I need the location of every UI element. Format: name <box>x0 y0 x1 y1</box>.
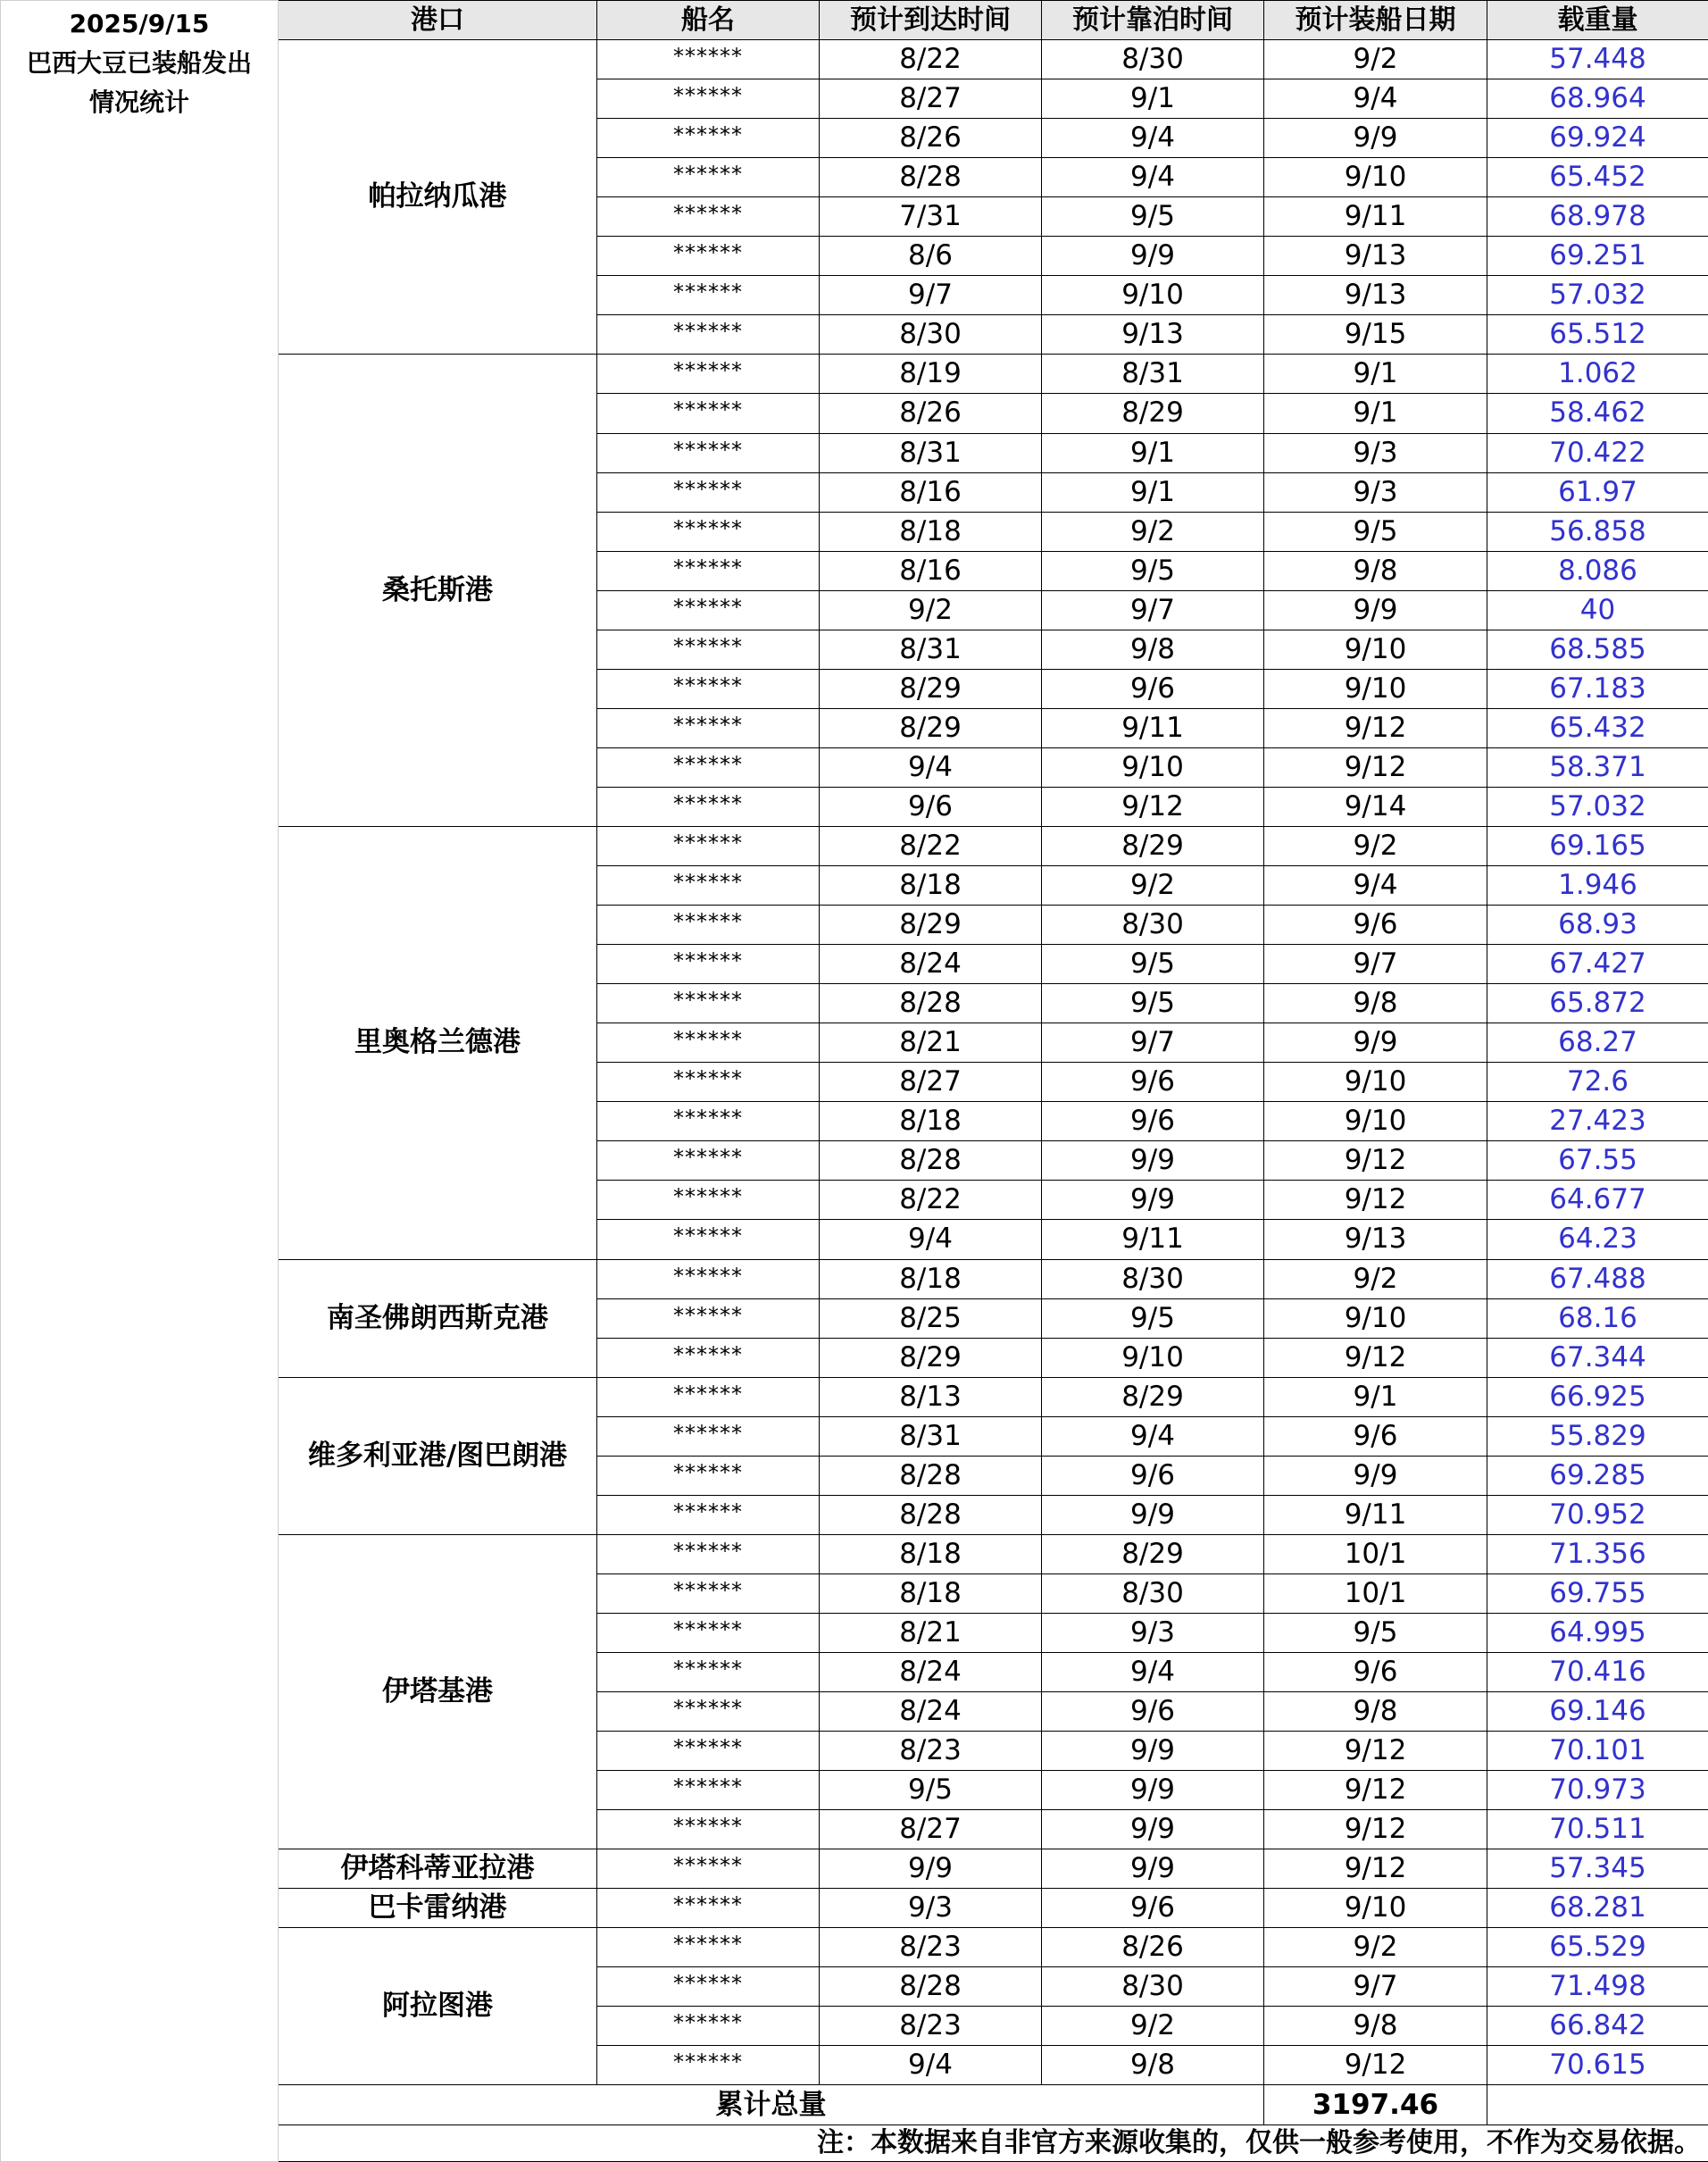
eta-cell: 8/26 <box>820 394 1042 433</box>
ship-name-cell: ****** <box>597 1967 820 2007</box>
ship-name-cell: ****** <box>597 158 820 197</box>
eta-cell: 8/27 <box>820 1063 1042 1102</box>
eta-cell: 8/31 <box>820 1416 1042 1456</box>
berth-time-cell: 9/2 <box>1042 866 1264 906</box>
weight-cell: 57.032 <box>1487 276 1708 315</box>
eta-cell: 8/16 <box>820 472 1042 512</box>
ship-name-cell: ****** <box>597 1534 820 1574</box>
berth-time-cell: 8/30 <box>1042 1967 1264 2007</box>
berth-time-cell: 9/11 <box>1042 708 1264 747</box>
ship-name-cell: ****** <box>597 590 820 630</box>
ship-name-cell: ****** <box>597 1495 820 1534</box>
weight-cell: 69.755 <box>1487 1574 1708 1613</box>
weight-cell: 70.422 <box>1487 433 1708 472</box>
weight-cell: 68.93 <box>1487 906 1708 945</box>
ship-name-cell: ****** <box>597 276 820 315</box>
load-date-cell: 9/9 <box>1264 590 1487 630</box>
eta-cell: 8/18 <box>820 1259 1042 1298</box>
berth-time-cell: 9/9 <box>1042 237 1264 276</box>
weight-cell: 55.829 <box>1487 1416 1708 1456</box>
ship-name-cell: ****** <box>597 237 820 276</box>
header-port: 港口 <box>279 1 597 40</box>
weight-cell: 71.356 <box>1487 1534 1708 1574</box>
weight-cell: 69.251 <box>1487 237 1708 276</box>
weight-cell: 66.842 <box>1487 2007 1708 2046</box>
eta-cell: 8/18 <box>820 512 1042 551</box>
berth-time-cell: 9/9 <box>1042 1141 1264 1181</box>
ship-name-cell: ****** <box>597 315 820 355</box>
load-date-cell: 9/5 <box>1264 1613 1487 1652</box>
load-date-cell: 9/10 <box>1264 1298 1487 1338</box>
ship-name-cell: ****** <box>597 1259 820 1298</box>
eta-cell: 8/22 <box>820 40 1042 79</box>
berth-time-cell: 9/12 <box>1042 787 1264 826</box>
ship-name-cell: ****** <box>597 1732 820 1771</box>
load-date-cell: 9/11 <box>1264 197 1487 237</box>
load-date-cell: 9/10 <box>1264 1102 1487 1141</box>
header-load-date: 预计装船日期 <box>1264 1 1487 40</box>
eta-cell: 9/7 <box>820 276 1042 315</box>
ship-name-cell: ****** <box>597 1771 820 1810</box>
load-date-cell: 9/15 <box>1264 315 1487 355</box>
berth-time-cell: 9/8 <box>1042 2046 1264 2085</box>
port-name: 阿拉图港 <box>279 1928 597 2085</box>
ship-name-cell: ****** <box>597 1692 820 1732</box>
berth-time-cell: 9/1 <box>1042 433 1264 472</box>
load-date-cell: 9/3 <box>1264 433 1487 472</box>
berth-time-cell: 9/2 <box>1042 512 1264 551</box>
header-weight: 载重量 <box>1487 1 1708 40</box>
load-date-cell: 9/10 <box>1264 158 1487 197</box>
eta-cell: 8/31 <box>820 630 1042 669</box>
eta-cell: 9/4 <box>820 2046 1042 2085</box>
total-value: 3197.46 <box>1264 2085 1487 2124</box>
load-date-cell: 9/9 <box>1264 1023 1487 1063</box>
eta-cell: 8/6 <box>820 237 1042 276</box>
ship-name-cell: ****** <box>597 1377 820 1416</box>
weight-cell: 67.488 <box>1487 1259 1708 1298</box>
load-date-cell: 9/8 <box>1264 2007 1487 2046</box>
berth-time-cell: 9/5 <box>1042 1298 1264 1338</box>
ship-name-cell: ****** <box>597 2046 820 2085</box>
ship-name-cell: ****** <box>597 551 820 590</box>
port-name: 维多利亚港/图巴朗港 <box>279 1377 597 1534</box>
ship-name-cell: ****** <box>597 984 820 1023</box>
eta-cell: 8/25 <box>820 1298 1042 1338</box>
berth-time-cell: 9/11 <box>1042 1220 1264 1259</box>
load-date-cell: 9/1 <box>1264 1377 1487 1416</box>
load-date-cell: 9/6 <box>1264 906 1487 945</box>
weight-cell: 70.416 <box>1487 1652 1708 1691</box>
eta-cell: 8/26 <box>820 119 1042 158</box>
total-label: 累计总量 <box>279 2085 1264 2124</box>
weight-cell: 69.165 <box>1487 826 1708 865</box>
header-berth-time: 预计靠泊时间 <box>1042 1 1264 40</box>
weight-cell: 70.615 <box>1487 2046 1708 2085</box>
weight-cell: 67.183 <box>1487 669 1708 708</box>
load-date-cell: 9/8 <box>1264 1692 1487 1732</box>
berth-time-cell: 8/30 <box>1042 1574 1264 1613</box>
load-date-cell: 9/12 <box>1264 1338 1487 1377</box>
ship-name-cell: ****** <box>597 512 820 551</box>
eta-cell: 8/28 <box>820 1495 1042 1534</box>
weight-cell: 56.858 <box>1487 512 1708 551</box>
weight-cell: 72.6 <box>1487 1063 1708 1102</box>
report-title-line2: 情况统计 <box>88 88 189 117</box>
eta-cell: 8/27 <box>820 1810 1042 1849</box>
port-name: 伊塔科蒂亚拉港 <box>279 1849 597 1889</box>
eta-cell: 9/9 <box>820 1849 1042 1889</box>
eta-cell: 8/28 <box>820 984 1042 1023</box>
eta-cell: 8/18 <box>820 1534 1042 1574</box>
ship-name-cell: ****** <box>597 1102 820 1141</box>
berth-time-cell: 9/4 <box>1042 1652 1264 1691</box>
port-name: 巴卡雷纳港 <box>279 1889 597 1928</box>
eta-cell: 8/28 <box>820 1141 1042 1181</box>
berth-time-cell: 9/8 <box>1042 630 1264 669</box>
eta-cell: 8/24 <box>820 1692 1042 1732</box>
load-date-cell: 9/12 <box>1264 1141 1487 1181</box>
weight-cell: 40 <box>1487 590 1708 630</box>
load-date-cell: 9/12 <box>1264 1849 1487 1889</box>
table-body <box>1 1 1708 2162</box>
report-date: 2025/9/15 <box>69 9 210 38</box>
berth-time-cell: 9/6 <box>1042 1102 1264 1141</box>
weight-cell: 64.23 <box>1487 1220 1708 1259</box>
berth-time-cell: 8/26 <box>1042 1928 1264 1967</box>
load-date-cell: 9/13 <box>1264 237 1487 276</box>
port-name: 伊塔基港 <box>279 1534 597 1849</box>
weight-cell: 71.498 <box>1487 1967 1708 2007</box>
weight-cell: 70.511 <box>1487 1810 1708 1849</box>
weight-cell: 68.585 <box>1487 630 1708 669</box>
weight-cell: 65.529 <box>1487 1928 1708 1967</box>
load-date-cell: 9/4 <box>1264 866 1487 906</box>
eta-cell: 8/18 <box>820 866 1042 906</box>
load-date-cell: 9/10 <box>1264 1063 1487 1102</box>
weight-cell: 69.146 <box>1487 1692 1708 1732</box>
weight-cell: 70.101 <box>1487 1732 1708 1771</box>
berth-time-cell: 9/1 <box>1042 79 1264 119</box>
ship-name-cell: ****** <box>597 40 820 79</box>
ship-name-cell: ****** <box>597 1810 820 1849</box>
berth-time-cell: 8/29 <box>1042 1534 1264 1574</box>
load-date-cell: 9/6 <box>1264 1652 1487 1691</box>
eta-cell: 8/31 <box>820 433 1042 472</box>
berth-time-cell: 9/4 <box>1042 158 1264 197</box>
weight-cell: 64.677 <box>1487 1181 1708 1220</box>
ship-name-cell: ****** <box>597 826 820 865</box>
load-date-cell: 9/6 <box>1264 1416 1487 1456</box>
weight-cell: 70.973 <box>1487 1771 1708 1810</box>
load-date-cell: 9/13 <box>1264 276 1487 315</box>
berth-time-cell: 9/9 <box>1042 1849 1264 1889</box>
ship-name-cell: ****** <box>597 630 820 669</box>
berth-time-cell: 9/4 <box>1042 1416 1264 1456</box>
berth-time-cell: 9/5 <box>1042 197 1264 237</box>
eta-cell: 9/5 <box>820 1771 1042 1810</box>
load-date-cell: 10/1 <box>1264 1534 1487 1574</box>
weight-cell: 8.086 <box>1487 551 1708 590</box>
weight-cell: 61.97 <box>1487 472 1708 512</box>
berth-time-cell: 9/3 <box>1042 1613 1264 1652</box>
load-date-cell: 9/2 <box>1264 40 1487 79</box>
ship-name-cell: ****** <box>597 787 820 826</box>
ship-name-cell: ****** <box>597 1023 820 1063</box>
eta-cell: 8/29 <box>820 669 1042 708</box>
ship-name-cell: ****** <box>597 1338 820 1377</box>
load-date-cell: 9/12 <box>1264 1181 1487 1220</box>
load-date-cell: 9/14 <box>1264 787 1487 826</box>
berth-time-cell: 9/2 <box>1042 2007 1264 2046</box>
weight-cell: 69.285 <box>1487 1456 1708 1495</box>
eta-cell: 8/24 <box>820 1652 1042 1691</box>
load-date-cell: 9/2 <box>1264 1928 1487 1967</box>
ship-name-cell: ****** <box>597 472 820 512</box>
load-date-cell: 9/7 <box>1264 945 1487 984</box>
eta-cell: 8/29 <box>820 708 1042 747</box>
weight-cell: 66.925 <box>1487 1377 1708 1416</box>
weight-cell: 57.345 <box>1487 1849 1708 1889</box>
ship-name-cell: ****** <box>597 197 820 237</box>
eta-cell: 8/19 <box>820 355 1042 394</box>
weight-cell: 27.423 <box>1487 1102 1708 1141</box>
load-date-cell: 9/8 <box>1264 984 1487 1023</box>
berth-time-cell: 9/5 <box>1042 984 1264 1023</box>
report-title <box>1 1 279 2162</box>
weight-cell: 68.978 <box>1487 197 1708 237</box>
load-date-cell: 9/12 <box>1264 1732 1487 1771</box>
weight-cell: 68.16 <box>1487 1298 1708 1338</box>
weight-cell: 70.952 <box>1487 1495 1708 1534</box>
load-date-cell: 9/12 <box>1264 2046 1487 2085</box>
eta-cell: 9/4 <box>820 747 1042 787</box>
berth-time-cell: 9/10 <box>1042 1338 1264 1377</box>
eta-cell: 9/4 <box>820 1220 1042 1259</box>
ship-name-cell: ****** <box>597 433 820 472</box>
weight-cell: 57.448 <box>1487 40 1708 79</box>
ship-name-cell: ****** <box>597 1416 820 1456</box>
load-date-cell: 9/4 <box>1264 79 1487 119</box>
eta-cell: 8/21 <box>820 1613 1042 1652</box>
load-date-cell: 9/3 <box>1264 472 1487 512</box>
eta-cell: 9/3 <box>820 1889 1042 1928</box>
header-eta: 预计到达时间 <box>820 1 1042 40</box>
weight-cell: 65.452 <box>1487 158 1708 197</box>
port-name: 帕拉纳瓜港 <box>279 40 597 355</box>
weight-cell: 67.344 <box>1487 1338 1708 1377</box>
berth-time-cell: 8/29 <box>1042 826 1264 865</box>
berth-time-cell: 9/9 <box>1042 1771 1264 1810</box>
disclaimer-note: 注：本数据来自非官方来源收集的，仅供一般参考使用，不作为交易依据。 <box>279 2124 1708 2161</box>
port-name: 桑托斯港 <box>279 355 597 827</box>
weight-cell: 69.924 <box>1487 119 1708 158</box>
eta-cell: 7/31 <box>820 197 1042 237</box>
ship-name-cell: ****** <box>597 906 820 945</box>
eta-cell: 8/23 <box>820 1928 1042 1967</box>
eta-cell: 8/29 <box>820 1338 1042 1377</box>
ship-name-cell: ****** <box>597 1220 820 1259</box>
weight-cell: 1.062 <box>1487 355 1708 394</box>
load-date-cell: 9/12 <box>1264 1771 1487 1810</box>
weight-cell: 65.432 <box>1487 708 1708 747</box>
load-date-cell: 9/2 <box>1264 826 1487 865</box>
load-date-cell: 9/10 <box>1264 669 1487 708</box>
load-date-cell: 9/10 <box>1264 1889 1487 1928</box>
berth-time-cell: 9/7 <box>1042 1023 1264 1063</box>
berth-time-cell: 9/1 <box>1042 472 1264 512</box>
load-date-cell: 9/11 <box>1264 1495 1487 1534</box>
ship-name-cell: ****** <box>597 394 820 433</box>
berth-time-cell: 9/5 <box>1042 945 1264 984</box>
berth-time-cell: 9/6 <box>1042 1692 1264 1732</box>
port-name: 里奥格兰德港 <box>279 826 597 1259</box>
ship-name-cell: ****** <box>597 1652 820 1691</box>
load-date-cell: 9/12 <box>1264 747 1487 787</box>
ship-name-cell: ****** <box>597 119 820 158</box>
berth-time-cell: 8/30 <box>1042 40 1264 79</box>
ship-name-cell: ****** <box>597 355 820 394</box>
load-date-cell: 9/8 <box>1264 551 1487 590</box>
weight-cell: 68.27 <box>1487 1023 1708 1063</box>
berth-time-cell: 9/13 <box>1042 315 1264 355</box>
weight-cell: 65.872 <box>1487 984 1708 1023</box>
ship-name-cell: ****** <box>597 1928 820 1967</box>
berth-time-cell: 9/5 <box>1042 551 1264 590</box>
weight-cell: 58.462 <box>1487 394 1708 433</box>
weight-cell: 58.371 <box>1487 747 1708 787</box>
ship-name-cell: ****** <box>597 669 820 708</box>
load-date-cell: 9/9 <box>1264 119 1487 158</box>
berth-time-cell: 8/29 <box>1042 394 1264 433</box>
eta-cell: 8/28 <box>820 1456 1042 1495</box>
eta-cell: 8/22 <box>820 826 1042 865</box>
eta-cell: 8/29 <box>820 906 1042 945</box>
berth-time-cell: 8/30 <box>1042 1259 1264 1298</box>
weight-cell: 68.281 <box>1487 1889 1708 1928</box>
ship-name-cell: ****** <box>597 1141 820 1181</box>
ship-name-cell: ****** <box>597 866 820 906</box>
load-date-cell: 9/1 <box>1264 394 1487 433</box>
weight-cell: 67.55 <box>1487 1141 1708 1181</box>
load-date-cell: 9/2 <box>1264 1259 1487 1298</box>
eta-cell: 8/22 <box>820 1181 1042 1220</box>
eta-cell: 8/18 <box>820 1574 1042 1613</box>
eta-cell: 8/27 <box>820 79 1042 119</box>
load-date-cell: 9/12 <box>1264 708 1487 747</box>
weight-cell: 68.964 <box>1487 79 1708 119</box>
ship-name-cell: ****** <box>597 1849 820 1889</box>
berth-time-cell: 9/10 <box>1042 276 1264 315</box>
eta-cell: 8/28 <box>820 158 1042 197</box>
ship-name-cell: ****** <box>597 1574 820 1613</box>
eta-cell: 8/16 <box>820 551 1042 590</box>
ship-name-cell: ****** <box>597 945 820 984</box>
ship-name-cell: ****** <box>597 1298 820 1338</box>
eta-cell: 8/24 <box>820 945 1042 984</box>
header-row <box>1 1 1708 40</box>
load-date-cell: 9/7 <box>1264 1967 1487 2007</box>
berth-time-cell: 9/6 <box>1042 1456 1264 1495</box>
ship-name-cell: ****** <box>597 79 820 119</box>
berth-time-cell: 9/9 <box>1042 1810 1264 1849</box>
berth-time-cell: 9/6 <box>1042 1889 1264 1928</box>
ship-name-cell: ****** <box>597 747 820 787</box>
eta-cell: 8/30 <box>820 315 1042 355</box>
berth-time-cell: 8/29 <box>1042 1377 1264 1416</box>
berth-time-cell: 8/31 <box>1042 355 1264 394</box>
eta-cell: 8/21 <box>820 1023 1042 1063</box>
load-date-cell: 10/1 <box>1264 1574 1487 1613</box>
report-title-line1: 巴西大豆已装船发出 <box>26 48 252 78</box>
berth-time-cell: 9/6 <box>1042 669 1264 708</box>
header-ship-name: 船名 <box>597 1 820 40</box>
ship-name-cell: ****** <box>597 1889 820 1928</box>
berth-time-cell: 9/9 <box>1042 1181 1264 1220</box>
berth-time-cell: 9/4 <box>1042 119 1264 158</box>
berth-time-cell: 9/7 <box>1042 590 1264 630</box>
ship-name-cell: ****** <box>597 1456 820 1495</box>
weight-cell: 64.995 <box>1487 1613 1708 1652</box>
eta-cell: 8/18 <box>820 1102 1042 1141</box>
berth-time-cell: 9/9 <box>1042 1732 1264 1771</box>
berth-time-cell: 8/30 <box>1042 906 1264 945</box>
load-date-cell: 9/12 <box>1264 1810 1487 1849</box>
weight-cell: 65.512 <box>1487 315 1708 355</box>
ship-name-cell: ****** <box>597 1181 820 1220</box>
load-date-cell: 9/9 <box>1264 1456 1487 1495</box>
eta-cell: 8/28 <box>820 1967 1042 2007</box>
eta-cell: 8/23 <box>820 1732 1042 1771</box>
load-date-cell: 9/10 <box>1264 630 1487 669</box>
port-name: 南圣佛朗西斯克港 <box>279 1259 597 1377</box>
load-date-cell: 9/5 <box>1264 512 1487 551</box>
eta-cell: 9/6 <box>820 787 1042 826</box>
eta-cell: 8/13 <box>820 1377 1042 1416</box>
ship-name-cell: ****** <box>597 1613 820 1652</box>
ship-name-cell: ****** <box>597 1063 820 1102</box>
weight-cell: 1.946 <box>1487 866 1708 906</box>
weight-cell: 67.427 <box>1487 945 1708 984</box>
berth-time-cell: 9/10 <box>1042 747 1264 787</box>
eta-cell: 9/2 <box>820 590 1042 630</box>
ship-name-cell: ****** <box>597 2007 820 2046</box>
eta-cell: 8/23 <box>820 2007 1042 2046</box>
load-date-cell: 9/13 <box>1264 1220 1487 1259</box>
ship-name-cell: ****** <box>597 708 820 747</box>
weight-cell: 57.032 <box>1487 787 1708 826</box>
load-date-cell: 9/1 <box>1264 355 1487 394</box>
berth-time-cell: 9/6 <box>1042 1063 1264 1102</box>
berth-time-cell: 9/9 <box>1042 1495 1264 1534</box>
